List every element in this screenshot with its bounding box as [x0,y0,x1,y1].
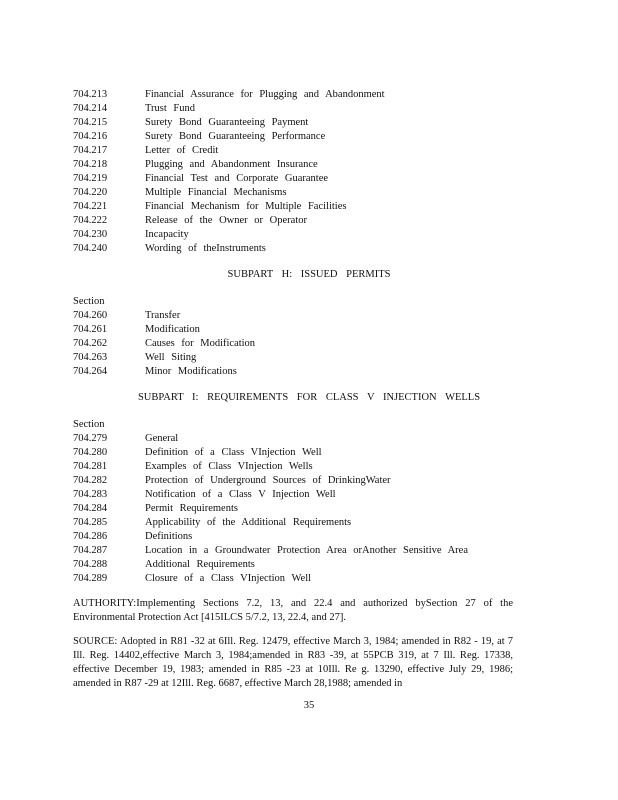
toc-row: 704.288 Additional Requirements [73,559,255,570]
subpart-h-heading: SUBPART H: ISSUED PERMITS [227,269,391,280]
toc-row: 704.260 Transfer [73,310,181,321]
toc-row: 704.240 Wording of theInstruments [73,243,266,254]
toc-row: 704.220 Multiple Financial Mechanisms [73,187,287,198]
toc-row: 704.261 Modification [73,324,200,335]
toc-row: 704.287 Location in a Groundwater Protection Area orAnother Sensitive Area [73,545,468,556]
toc-row: 704.282 Protection of Underground Sources of DrinkingWater [73,475,391,486]
toc-row: 704.281 Examples of Class VInjection Wells [73,461,313,472]
toc-row: 704.222 Release of the Owner or Operator [73,215,307,226]
toc-row: 704.280 Definition of a Class VInjection Well [73,447,322,458]
toc-row: 704.285 Applicability of the Additional Requirements [73,517,352,528]
toc-row: 704.214 Trust Fund [73,103,196,114]
toc-row: 704.217 Letter of Credit [73,145,219,156]
toc-row: 704.279 General [73,433,179,444]
section-label: Section [73,419,105,430]
subpart-i-heading: SUBPART I: REQUIREMENTS FOR CLASS V INJECTION WELLS [137,392,481,403]
toc-row: 704.286 Definitions [73,531,193,542]
authority-paragraph: AUTHORITY:Implementing Sections 7.2, 13, and 22.4 and authorized bySection 27 of the Environmental Protection Act [415ILCS 5/7.2, 13, 22.4, and 27]. [73,598,513,623]
toc-row: 704.215 Surety Bond Guaranteeing Payment [73,117,309,128]
toc-row: 704.289 Closure of a Class VInjection Well [73,573,312,584]
toc-row: 704.263 Well Siting [73,352,197,363]
toc-row: 704.221 Financial Mechanism for Multiple Facilities [73,201,347,212]
toc-row: 704.230 Incapacity [73,229,189,240]
source-paragraph: SOURCE: Adopted in R81 -32 at 6Ill. Reg. 12479, effective March 3, 1984; amended in R82 - 19, at 7 Ill. Reg. 14402,effective March 3, 1984;amended in R83 -39, at 55PCB 319, at 7 Ill. Reg. 17338, effective December 19, 1983; amended in R85 -23 at 10Ill. Re g. 13290, effective July 29, 1986; amended in R87 -29 at 12Ill. Reg. 6687, effective March 28,1988; amended in [73,636,513,689]
toc-row: 704.262 Causes for Modification [73,338,256,349]
section-label: Section [73,296,105,307]
toc-row: 704.218 Plugging and Abandonment Insurance [73,159,318,170]
toc-row: 704.213 Financial Assurance for Plugging and Abandonment [73,89,385,100]
page-number: 35 [303,700,315,711]
toc-row: 704.264 Minor Modifications [73,366,237,377]
toc-row: 704.283 Notification of a Class V Injection Well [73,489,336,500]
toc-row: 704.219 Financial Test and Corporate Guarantee [73,173,329,184]
toc-row: 704.216 Surety Bond Guaranteeing Performance [73,131,326,142]
toc-row: 704.284 Permit Requirements [73,503,238,514]
